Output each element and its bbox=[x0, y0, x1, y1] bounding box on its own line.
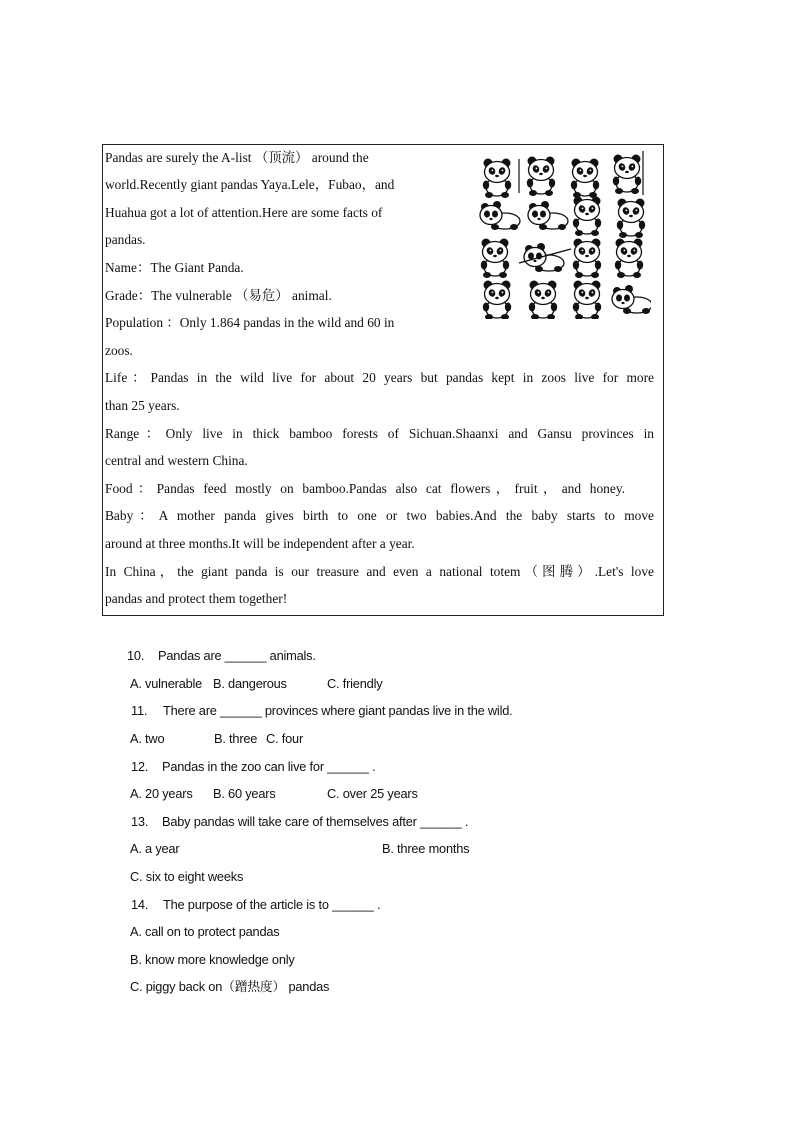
passage-line: Food：Pandas feed mostly on bamboo.Pandas also cat flowers，fruit，and honey. bbox=[105, 481, 625, 496]
option-b: B. three months bbox=[382, 841, 470, 856]
passage-line: Life：Pandas in the wild live for about 20 years but pandas kept in zoos live for more bbox=[105, 370, 654, 385]
question-stem: Baby pandas will take care of themselves after ______ . bbox=[162, 814, 469, 829]
option-a: A. two bbox=[130, 731, 165, 746]
option-c: C. piggy back on（蹭热度） pandas bbox=[130, 979, 330, 994]
option-a: A. 20 years bbox=[130, 786, 193, 801]
passage-line: Grade：The vulnerable （易危） animal. bbox=[105, 288, 332, 303]
question-stem: Pandas in the zoo can live for ______ . bbox=[162, 759, 376, 774]
passage-line: Range：Only live in thick bamboo forests of Sichuan.Shaanxi and Gansu provinces in bbox=[105, 426, 654, 441]
question-number: 11. bbox=[131, 703, 148, 718]
option-a: A. call on to protect pandas bbox=[130, 924, 280, 939]
passage-line: pandas and protect them together! bbox=[105, 591, 288, 606]
question-number: 14. bbox=[131, 897, 149, 912]
passage-line: than 25 years. bbox=[105, 398, 180, 413]
passage-line: Pandas are surely the A-list （顶流） around the bbox=[105, 150, 369, 165]
option-a: A. a year bbox=[130, 841, 180, 856]
question-stem: The purpose of the article is to ______ . bbox=[163, 897, 381, 912]
option-c: C. four bbox=[266, 731, 304, 746]
passage-line: zoos. bbox=[105, 343, 133, 358]
passage-line: Huahua got a lot of attention.Here are some facts of bbox=[105, 205, 383, 220]
option-b: B. dangerous bbox=[213, 676, 287, 691]
question-number: 12. bbox=[131, 759, 149, 774]
passage-line: pandas. bbox=[105, 232, 146, 247]
panda-illustration bbox=[475, 149, 651, 319]
passage-line: Name：The Giant Panda. bbox=[105, 260, 244, 275]
option-b: B. 60 years bbox=[213, 786, 276, 801]
question-number: 13. bbox=[131, 814, 149, 829]
question-number: 10. bbox=[127, 648, 145, 663]
question-stem: Pandas are ______ animals. bbox=[158, 648, 316, 663]
option-c: C. over 25 years bbox=[327, 786, 418, 801]
reading-passage-box bbox=[102, 144, 664, 616]
option-c: C. six to eight weeks bbox=[130, 869, 244, 884]
option-c: C. friendly bbox=[327, 676, 383, 691]
passage-line: Baby：A mother panda gives birth to one or two babies.And the baby starts to move bbox=[105, 508, 654, 523]
passage-line: world.Recently giant pandas Yaya.Lele，Fubao，and bbox=[105, 177, 395, 192]
option-b: B. know more knowledge only bbox=[130, 952, 295, 967]
passage-line: In China，the giant panda is our treasure and even a national totem（图腾）.Let's love bbox=[105, 564, 654, 579]
option-b: B. three bbox=[214, 731, 258, 746]
question-stem: There are ______ provinces where giant pandas live in the wild. bbox=[163, 703, 513, 718]
passage-line: around at three months.It will be independent after a year. bbox=[105, 536, 415, 551]
option-a: A. vulnerable bbox=[130, 676, 203, 691]
passage-line: Population ：Only 1.864 pandas in the wild and 60 in bbox=[105, 315, 395, 330]
passage-line: central and western China. bbox=[105, 453, 248, 468]
